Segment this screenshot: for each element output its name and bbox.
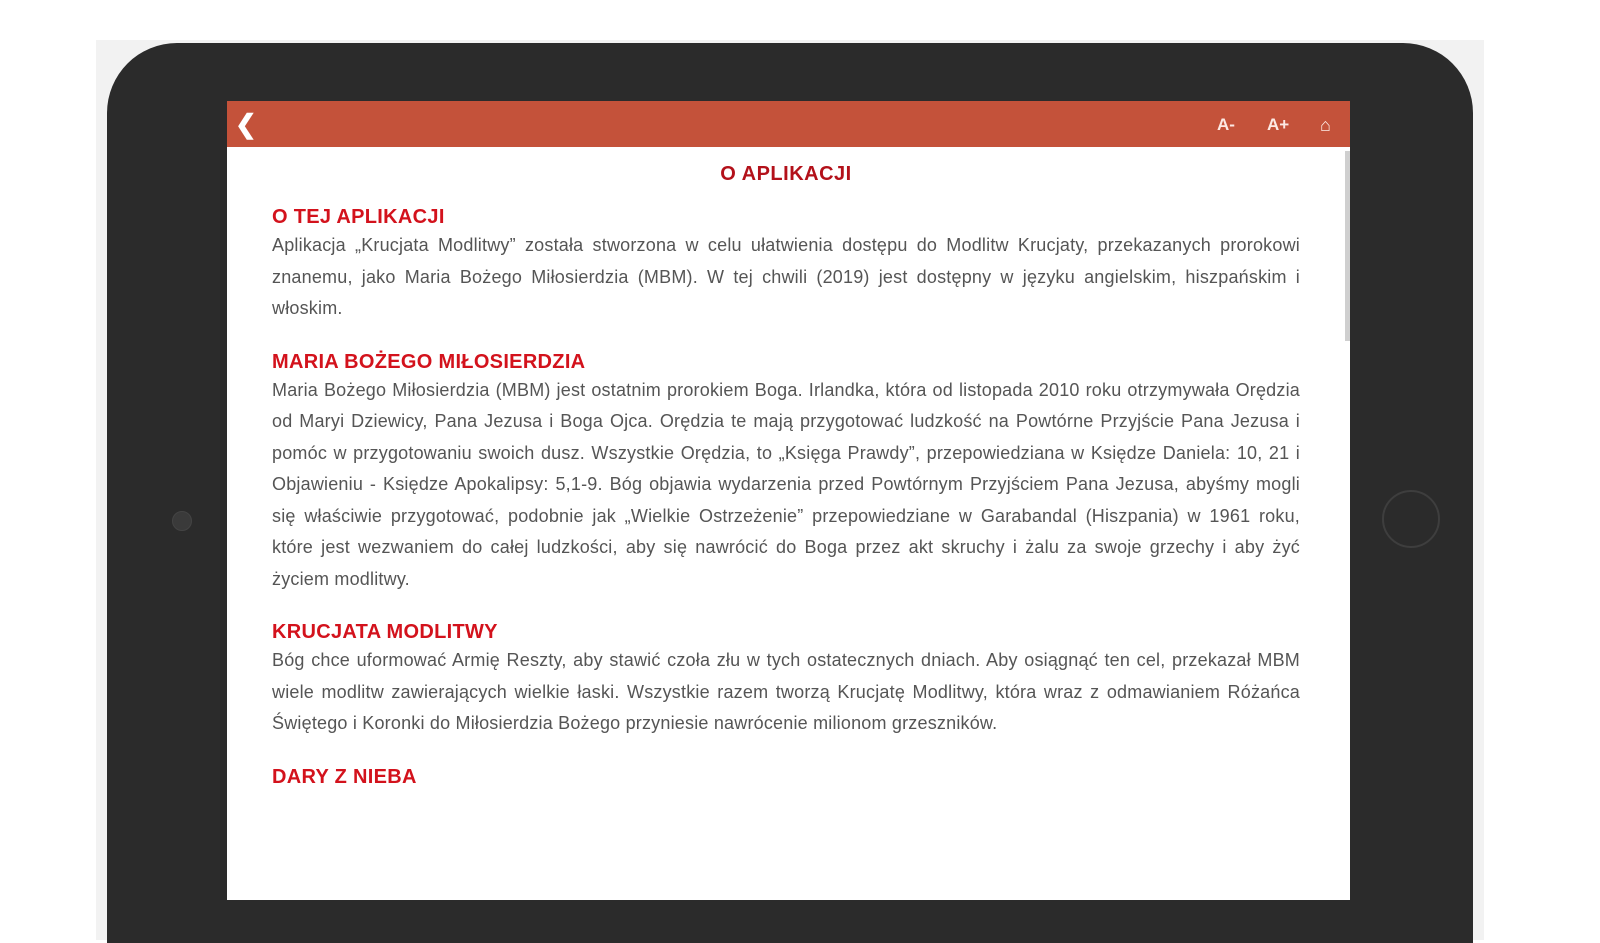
section-heading: MARIA BOŻEGO MIŁOSIERDZIA (272, 350, 586, 373)
section-text: Aplikacja „Krucjata Modlitwy” została stworzona w celu ułatwienia dostępu do Modlitw Krucjaty, przekazanych prorokowi znanemu, jako Maria Bożego Miłosierdzia (MBM). W tej chwili (2019) jest dostępny w języku angielskim, hiszpańskim i włoskim. (272, 235, 1300, 318)
app-screen (227, 101, 1350, 900)
section-heading: DARY Z NIEBA (272, 765, 417, 788)
page-title: O APLIKACJI (720, 163, 852, 185)
section-heading: O TEJ APLIKACJI (272, 206, 445, 228)
font-increase-button[interactable]: A+ (1267, 115, 1290, 134)
home-button[interactable] (1382, 490, 1440, 548)
section-text: Maria Bożego Miłosierdzia (MBM) jest ostatnim prorokiem Boga. Irlandka, która od listopada 2010 roku otrzymywała Orędzia od Maryi Dziewicy, Pana Jezusa i Boga Ojca. Orędzia te mają przygotować ludzkość na Powtórne Przyjście Pana Jezusa i pomóc w przygotowaniu swoich dusz. Wszystkie Orędzia, to „Księga Prawdy”, przepowiedziana w Księdze Daniela: 10, 21 i Objawieniu - Księdze Apokalipsy: 5,1-9. Bóg objawia wydarzenia przed Powtórnym Przyjściem Pana Jezusa, abyśmy mogli się właściwie przygotować, podobnie jak „Wielkie Ostrzeżenie” przepowiedziane w Garabandal (Hiszpania) w 1961 roku, które jest wezwaniem do całej ludzkości, aby się nawrócić do Boga przez akt skruchy i żalu za swoje grzechy i aby żyć życiem modlitwy. (272, 379, 1300, 589)
content (227, 163, 1350, 790)
scrollbar[interactable] (1345, 151, 1350, 341)
app-toolbar (227, 101, 1350, 147)
section-text: Bóg chce uformować Armię Reszty, aby stawić czoła złu w tych ostatecznych dniach. Aby osiągnąć ten cel, przekazał MBM wiele modlitw zawierających wielkie łaski. Wszystkie razem tworzą Krucjatę Modlitwy, która wraz z odmawianiem Różańca Świętego i Koronki do Miłosierdzia Bożego przyniesie nawrócenie milionom grzeszników. (272, 650, 1300, 733)
font-decrease-button[interactable]: A- (1217, 115, 1235, 134)
home-icon[interactable]: ⌂ (1320, 115, 1331, 135)
camera-icon (172, 511, 192, 531)
chevron-left-icon[interactable]: ❮ (235, 109, 257, 139)
section-heading: KRUCJATA MODLITWY (272, 621, 498, 643)
